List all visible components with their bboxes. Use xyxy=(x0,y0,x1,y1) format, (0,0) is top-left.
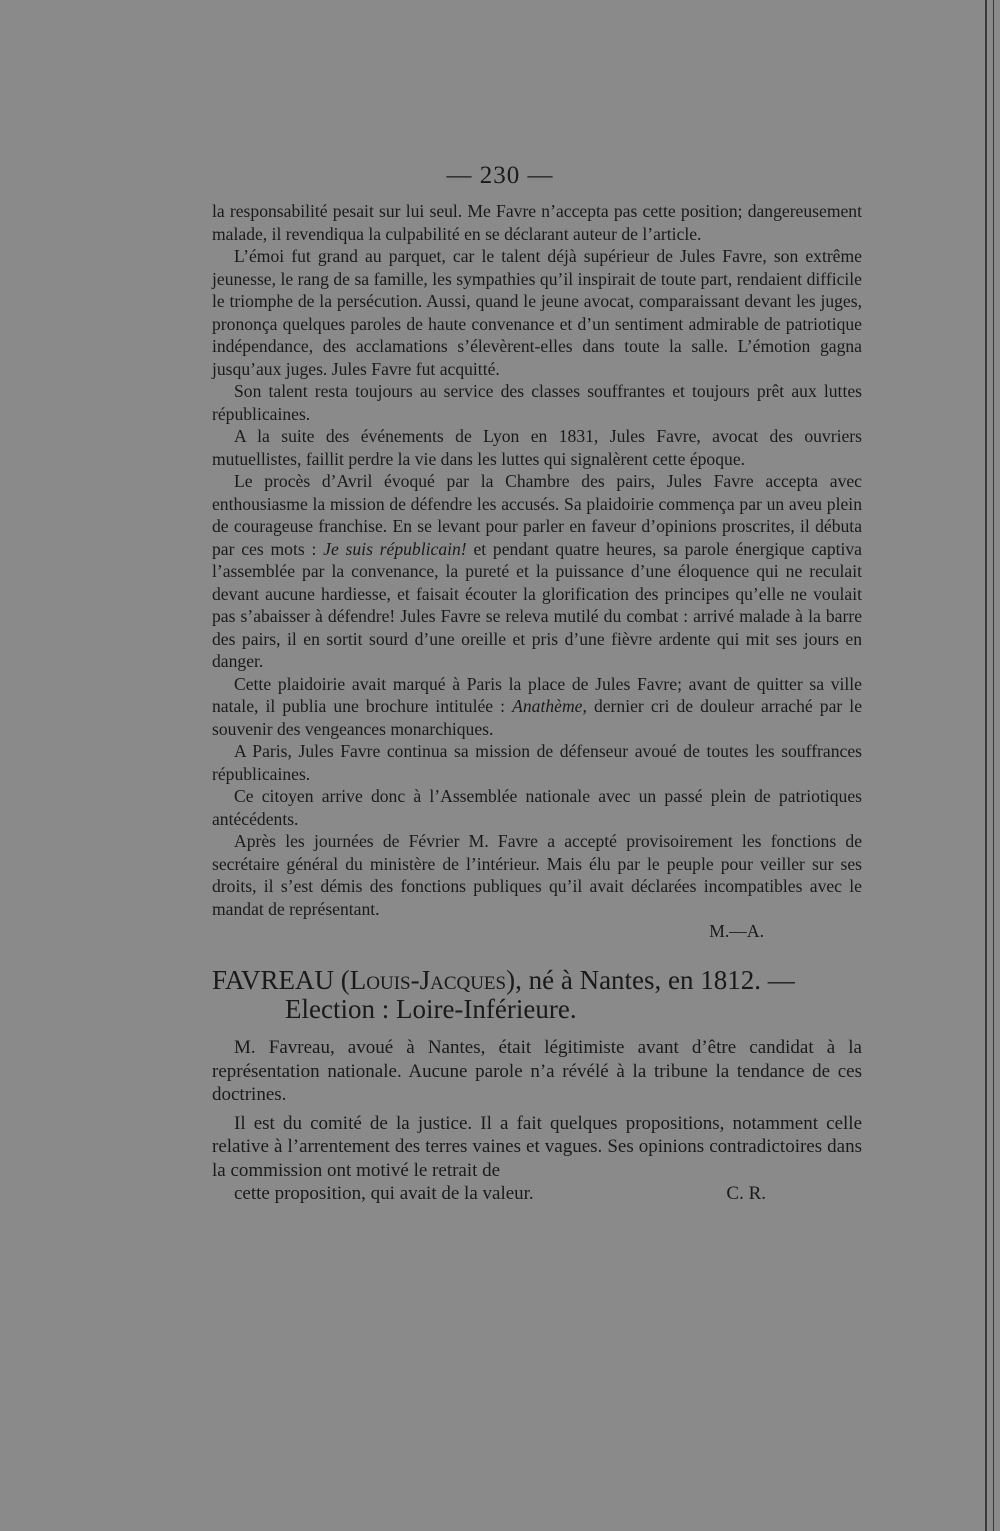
paragraph: M. Favreau, avoué à Nantes, était légitimiste avant d’être candidat à la représentation nationale. Aucune parole n’a révélé à la tribune la tendance de ces doctrines. xyxy=(212,1037,862,1105)
author-signature: C. R. xyxy=(726,1183,766,1204)
paragraph: Ce citoyen arrive donc à l’Assemblée nationale avec un passé plein de patriotiques antécédents. xyxy=(212,786,862,829)
text-run: Le procès d’Avril évoqué par la Chambre des pairs, Jules Favre accepta avec enthousiasme la mission de défendre les accusés. Sa plaidoirie commença par un aveu plein de courageuse franchise. En se levant pour parler en faveur d’opinions proscrites, il débuta par ces mots : xyxy=(212,471,862,559)
text-run: Cette plaidoirie avait marqué à Paris la place de Jules Favre; avant de quitter sa ville natale, il publia une brochure intitulée : xyxy=(212,673,862,716)
paragraph xyxy=(212,1112,862,1206)
paragraph: Après les journées de Février M. Favre a accepté provisoirement les fonctions de secrétaire général du ministère de l’intérieur. Mais élu par le peuple pour veiller sur ses droits, il s’est démis des fonctions publiques qu’il avait déclarées incompatibles avec le mandat de représentant. xyxy=(212,831,862,919)
entry-given-names: (Louis-Jacques), xyxy=(340,965,522,995)
page-text xyxy=(212,200,862,1206)
paragraph: la responsabilité pesait sur lui seul. Me Favre n’accepta pas cette position; dangereusement malade, il revendiqua la culpabilité en se déclarant auteur de l’article. xyxy=(212,201,862,244)
entry-name: FAVREAU xyxy=(212,965,335,995)
entry-heading xyxy=(212,966,862,1024)
entry-text xyxy=(212,1036,862,1206)
text-run: dernier cri de douleur arraché par le souvenir des vengeances monarchiques. xyxy=(212,696,863,739)
paragraph: L’émoi fut grand au parquet, car le talent déjà supérieur de Jules Favre, son extrême jeunesse, le rang de sa famille, les sympathies qu’il inspirait de toute part, rendaient difficile le triomphe de la persécution. Aussi, quand le jeune avocat, comparaissant devant les juges, prononça quelques paroles de haute convenance et d’un sentiment admirable de patriotique indépendance, des acclamations s’élevèrent-elles dans toute la salle. L’émotion gagna jusqu’aux juges. Jules Favre fut acquitté. xyxy=(212,246,862,379)
last-line xyxy=(212,1182,862,1206)
page-edge-line xyxy=(993,0,994,1531)
italic-quote: Je suis républicain! xyxy=(323,538,467,559)
text-run: et pendant quatre heures, sa parole énergique captiva l’assemblée par la convenance, la pureté et la puissance d’une éloquence qui ne reculait devant aucune hardiesse, et faisait écouter la glorification des principes qu’elle ne voulait pas s’abaisser à défendre! Jules Favre se releva mutilé du combat : arrivé malade à la barre des pairs, il en sortit sourd d’une oreille et pris d’une fièvre ardente qui mit ses jours en danger. xyxy=(212,538,862,671)
italic-title: Anathème, xyxy=(512,696,587,716)
page-number: — 230 — xyxy=(446,162,554,189)
paragraph: Son talent resta toujours au service des classes souffrantes et toujours prêt aux luttes républicaines. xyxy=(212,381,862,424)
previous-entry-text xyxy=(212,200,862,942)
entry-election: Election : Loire-Inférieure. xyxy=(285,994,577,1024)
page-edge-line xyxy=(985,0,987,1531)
paragraph: A Paris, Jules Favre continua sa mission de défenseur avoué de toutes les souffrances républicaines. xyxy=(212,741,862,784)
entry-birth: né à Nantes, en 1812. — xyxy=(528,965,795,995)
text-run: Il est du comité de la justice. Il a fait quelques propositions, notamment celle relative à l’arrentement des terres vaines et vagues. Ses opinions contradictoires dans la commission ont motivé le retrait de xyxy=(212,1112,862,1181)
paragraph xyxy=(212,470,862,673)
paragraph xyxy=(212,673,862,741)
author-signature: M.—A. xyxy=(709,921,764,941)
paragraph: A la suite des événements de Lyon en 1831, Jules Favre, avocat des ouvriers mutuellistes, faillit perdre la vie dans les luttes qui signalèrent cette époque. xyxy=(212,426,862,469)
text-run: cette proposition, qui avait de la valeur. xyxy=(234,1183,534,1204)
